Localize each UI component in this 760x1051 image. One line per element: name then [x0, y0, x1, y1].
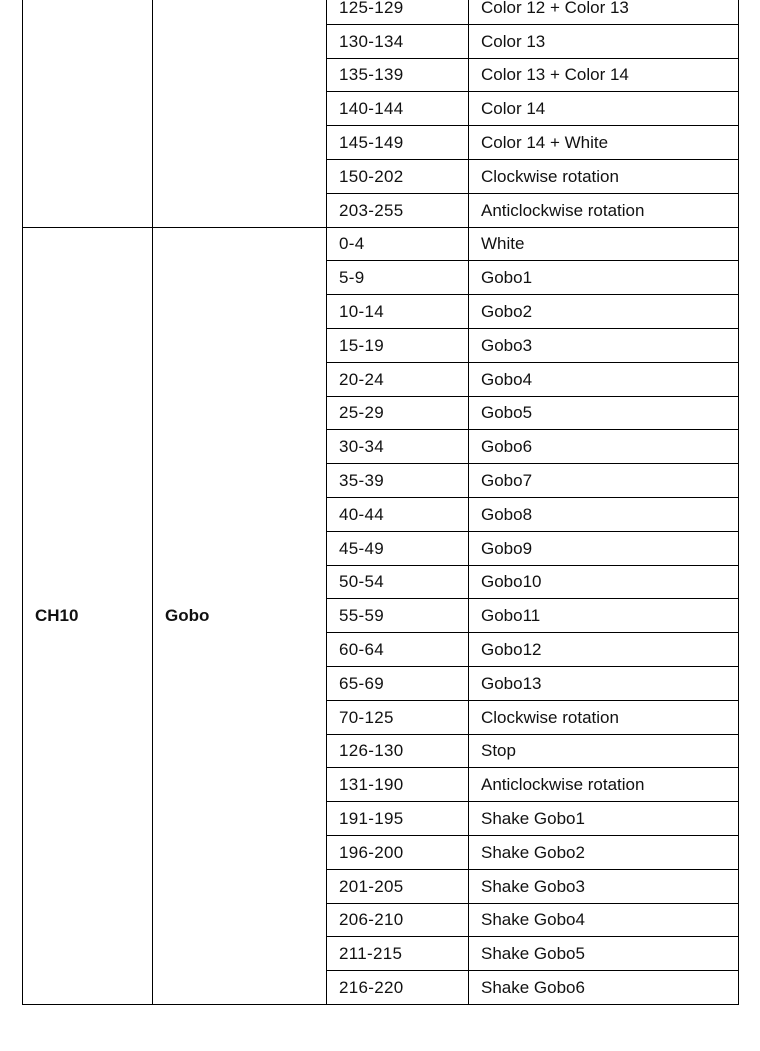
description-cell: Clockwise rotation: [469, 159, 739, 193]
description-cell: Stop: [469, 734, 739, 768]
value-range-cell: 45-49: [327, 531, 469, 565]
description-cell: Color 13: [469, 24, 739, 58]
description-cell: Gobo12: [469, 633, 739, 667]
description-cell: Shake Gobo6: [469, 971, 739, 1005]
value-range-cell: 126-130: [327, 734, 469, 768]
value-range-cell: 125-129: [327, 0, 469, 24]
value-range-cell: 50-54: [327, 565, 469, 599]
table-body: [23, 0, 739, 1004]
table-row: [23, 0, 739, 24]
value-range-cell: 201-205: [327, 869, 469, 903]
value-range-cell: 191-195: [327, 802, 469, 836]
description-cell: Shake Gobo4: [469, 903, 739, 937]
value-range-cell: 130-134: [327, 24, 469, 58]
value-range-cell: 196-200: [327, 835, 469, 869]
description-cell: Color 14 + White: [469, 126, 739, 160]
description-cell: Gobo7: [469, 464, 739, 498]
value-range-cell: 203-255: [327, 193, 469, 227]
dmx-channel-table: [22, 0, 739, 1005]
description-cell: Gobo9: [469, 531, 739, 565]
description-cell: Clockwise rotation: [469, 700, 739, 734]
value-range-cell: 150-202: [327, 159, 469, 193]
value-range-cell: 5-9: [327, 261, 469, 295]
description-cell: Gobo4: [469, 362, 739, 396]
description-cell: Gobo6: [469, 430, 739, 464]
description-cell: Gobo5: [469, 396, 739, 430]
function-cell: Gobo: [153, 227, 327, 1004]
value-range-cell: 211-215: [327, 937, 469, 971]
value-range-cell: 131-190: [327, 768, 469, 802]
value-range-cell: 145-149: [327, 126, 469, 160]
value-range-cell: 20-24: [327, 362, 469, 396]
description-cell: Anticlockwise rotation: [469, 193, 739, 227]
description-cell: Shake Gobo3: [469, 869, 739, 903]
prev-channel-cell: [23, 0, 153, 227]
description-cell: Anticlockwise rotation: [469, 768, 739, 802]
table-row: [23, 227, 739, 261]
value-range-cell: 30-34: [327, 430, 469, 464]
prev-function-cell: [153, 0, 327, 227]
value-range-cell: 65-69: [327, 666, 469, 700]
value-range-cell: 35-39: [327, 464, 469, 498]
value-range-cell: 15-19: [327, 328, 469, 362]
value-range-cell: 70-125: [327, 700, 469, 734]
description-cell: Gobo2: [469, 295, 739, 329]
channel-cell: CH10: [23, 227, 153, 1004]
description-cell: Gobo10: [469, 565, 739, 599]
value-range-cell: 40-44: [327, 497, 469, 531]
value-range-cell: 60-64: [327, 633, 469, 667]
description-cell: Color 12 + Color 13: [469, 0, 739, 24]
description-cell: Gobo11: [469, 599, 739, 633]
description-cell: Shake Gobo2: [469, 835, 739, 869]
value-range-cell: 216-220: [327, 971, 469, 1005]
description-cell: Gobo8: [469, 497, 739, 531]
value-range-cell: 206-210: [327, 903, 469, 937]
description-cell: Shake Gobo5: [469, 937, 739, 971]
description-cell: Shake Gobo1: [469, 802, 739, 836]
description-cell: Gobo1: [469, 261, 739, 295]
value-range-cell: 0-4: [327, 227, 469, 261]
value-range-cell: 140-144: [327, 92, 469, 126]
value-range-cell: 25-29: [327, 396, 469, 430]
description-cell: Color 14: [469, 92, 739, 126]
description-cell: Color 13 + Color 14: [469, 58, 739, 92]
description-cell: Gobo13: [469, 666, 739, 700]
value-range-cell: 55-59: [327, 599, 469, 633]
description-cell: Gobo3: [469, 328, 739, 362]
description-cell: White: [469, 227, 739, 261]
value-range-cell: 10-14: [327, 295, 469, 329]
value-range-cell: 135-139: [327, 58, 469, 92]
